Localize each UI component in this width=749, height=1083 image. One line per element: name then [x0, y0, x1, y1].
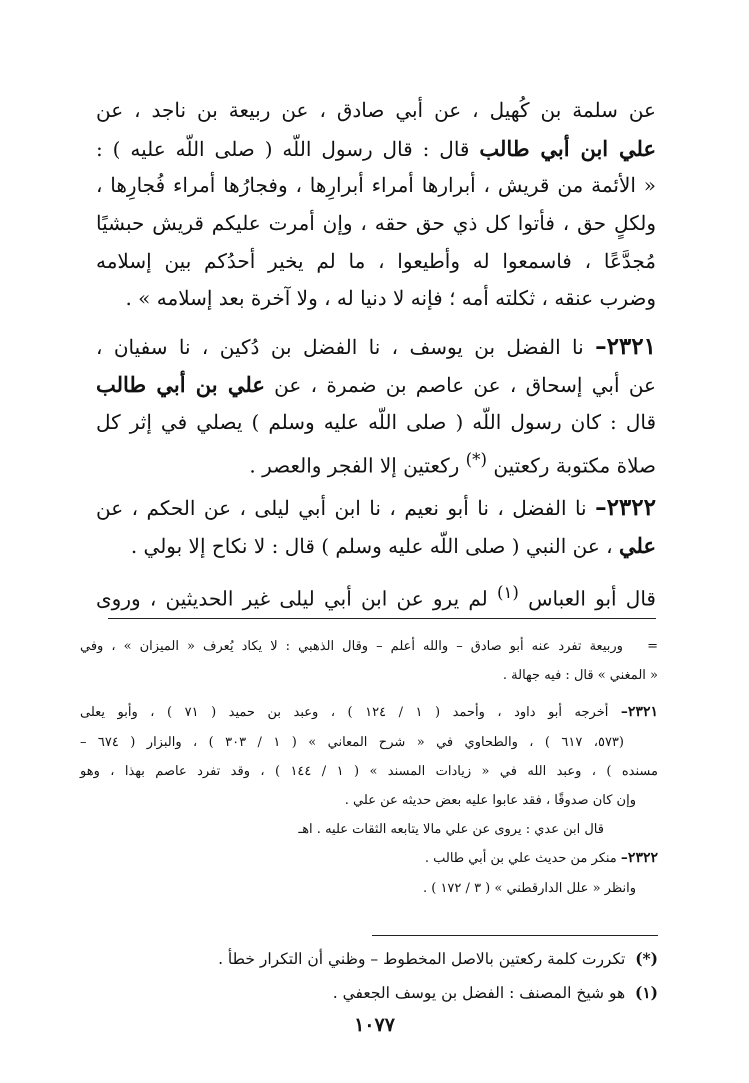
footnote-line [80, 844, 658, 873]
text-line: ولكلٍ حق ، فأتوا كل ذي حق حقه ، وإن أمرت عليكم قريش حبشيًا [96, 211, 656, 236]
text-segment: هو شيخ المصنف : الفضل بن يوسف الجعفي . [332, 984, 626, 1002]
note-marker: (١) [634, 983, 658, 1002]
hadith-2321-line: قال : كان رسول اللّه ( صلى اللّه عليه وسلم ) يصلي في إثر كل [96, 409, 656, 434]
text-line: مُجدَّعًا ، فاسمعوا له وأطيعوا ، ما لم يخير أحدُكم بين إسلامه [96, 248, 656, 273]
text-segment: نا الفضل بن يوسف ، نا الفضل بن دُكين ، نا سفيان ، [96, 335, 584, 360]
text-segment: قال أبو العباس [528, 586, 656, 611]
text-segment: أخرجه أبو داود ، وأحمد ( ١ / ١٢٤ ) ، وعبد بن حميد ( ٧١ ) ، وأبو يعلى [80, 705, 609, 721]
footnote-line: قال ابن عدي : يروى عن علي مالا يتابعه الثقات عليه . اهـ [298, 822, 604, 838]
hadith-number: ٢٣٢١– [595, 333, 656, 361]
hadith-2321-line [96, 328, 656, 366]
editor-notes [98, 942, 658, 1010]
main-text [96, 92, 656, 612]
text-segment: لم يرو عن ابن أبي ليلى غير الحديثين ، وروى [96, 586, 488, 611]
narrator-name: علي بن أبي طالب [96, 371, 265, 397]
hadith-2322-line [96, 489, 656, 527]
text-segment: قال : قال رسول اللّه ( صلى اللّه عليه ) : [96, 136, 470, 161]
text-segment: تكررت كلمة ركعتين بالاصل المخطوط – وظني أن التكرار خطأ . [218, 950, 626, 968]
page-number: ١٠٧٧ [354, 1014, 395, 1036]
notes-divider [372, 935, 658, 936]
text-segment: وربيعة تفرد عنه أبو صادق – والله أعلم – وقال الذهبي : لا يكاد يُعرف « الميزان » ، وفي [80, 639, 623, 654]
footnote-line: (٥٧٣، ٦١٧ ) ، والطحاوي في « شرح المعاني » ( ١ / ٣٠٣ ) ، والبزار ( ٦٧٤ – [80, 734, 624, 750]
text-segment: نا الفضل ، نا أبو نعيم ، نا ابن أبي ليلى ، عن الحكم ، عن [96, 495, 587, 520]
footnote-divider [108, 618, 656, 619]
text-line [96, 130, 656, 168]
footnote-line: وإن كان صدوقًا ، فقد عابوا عليه بعض حديثه عن علي . [344, 792, 636, 808]
hadith-2322-line [96, 527, 656, 565]
footnote-marker: (*) [465, 450, 487, 470]
narrator-name: علي ابن أبي طالب [479, 135, 656, 161]
text-line: « الأئمة من قريش ، أبرارها أمراء أبرارِها ، وفجارُها أمراء فُجارِها ، [96, 173, 656, 198]
text-segment: منكر من حديث علي بن أبي طالب . [424, 851, 617, 867]
continuation-marker: = [647, 639, 658, 654]
text-segment: عن أبي إسحاق ، عن عاصم بن ضمرة ، عن [274, 372, 656, 397]
note-line [98, 976, 658, 1010]
text-segment: صلاة مكتوبة ركعتين [493, 453, 656, 478]
note-marker: (*) [635, 949, 658, 968]
text-line: وضرب عنقه ، ثكلته أمه ؛ فإنه لا دنيا له ، ولا آخرة بعد إسلامه » . [125, 286, 656, 311]
hadith-number: ٢٣٢٢– [595, 493, 656, 521]
note-line [98, 942, 658, 976]
footnote-line: « المغني » قال : فيه جهالة . [502, 668, 658, 684]
footnote-line: مسنده ) ، وعبد الله في « زيادات المسند » ( ١ / ١٤٤ ) ، وقد تفرد عاصم بهذا ، وهو [80, 763, 658, 779]
footnote-number: ٢٣٢٢– [620, 850, 658, 867]
footnote-line: وانظر « علل الدارقطني » ( ٣ / ١٧٢ ) . [422, 880, 636, 896]
text-segment: ، عن النبي ( صلى اللّه عليه وسلم ) قال : لا نكاح إلا بولي . [130, 533, 613, 558]
text-segment: ركعتين إلا الفجر والعصر . [249, 453, 460, 478]
text-line: عن سلمة بن كُهيل ، عن أبي صادق ، عن ربيعة بن ناجد ، عن [96, 98, 656, 122]
footnote-line [80, 698, 658, 727]
footnote-marker: (١) [496, 583, 519, 603]
closing-line [96, 574, 656, 612]
footnote-line [80, 632, 658, 661]
hadith-2321-line [96, 441, 656, 479]
footnote-number: ٢٣٢١– [620, 704, 658, 721]
footnotes [80, 632, 658, 903]
hadith-2321-line [96, 366, 656, 404]
narrator-name: علي [619, 532, 656, 558]
